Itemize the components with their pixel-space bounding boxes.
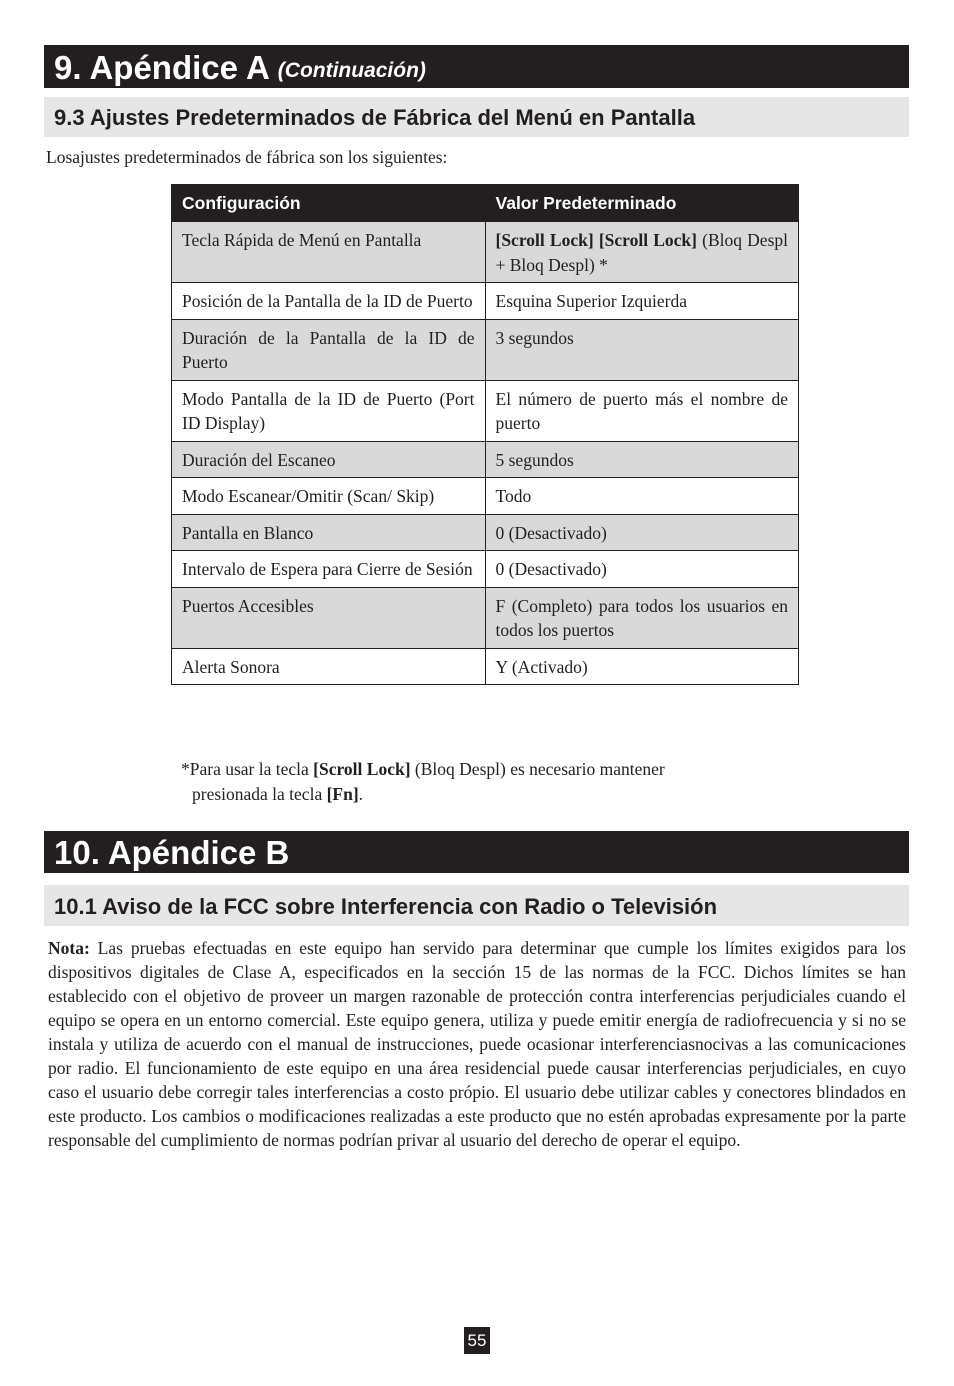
setting-cell: Puertos Accesibles bbox=[172, 587, 486, 648]
section-10-1-heading: 10.1 Aviso de la FCC sobre Interferencia con Radio o Televisión bbox=[44, 885, 909, 926]
value-cell: 0 (Desactivado) bbox=[485, 514, 799, 551]
table-header-value: Valor Predeterminado bbox=[485, 185, 799, 222]
value-bold-text: [Scroll Lock] [Scroll Lock] bbox=[495, 230, 697, 250]
footnote-text: . bbox=[358, 783, 364, 804]
footnote-text: presionada la tecla bbox=[192, 783, 327, 804]
footnote-text: *Para usar la tecla bbox=[181, 759, 314, 779]
value-text: (Bloq Despl + Bloq Despl) * bbox=[495, 230, 788, 275]
value-cell: Todo bbox=[485, 478, 799, 515]
footnote-key-fn: [Fn] bbox=[326, 783, 359, 804]
fcc-note-paragraph bbox=[48, 936, 906, 1152]
value-cell: Y (Activado) bbox=[485, 648, 799, 685]
footnote-line-2 bbox=[181, 782, 789, 807]
factory-defaults-table bbox=[171, 184, 799, 685]
table-row bbox=[172, 283, 799, 320]
footnote-text: (Bloq Despl) es necesario mantener bbox=[410, 759, 665, 779]
table-row bbox=[172, 648, 799, 685]
value-cell: 3 segundos bbox=[485, 319, 799, 380]
footnote-key-scroll-lock: [Scroll Lock] bbox=[313, 759, 411, 779]
value-cell: F (Completo) para todos los usuarios en todos los puertos bbox=[485, 587, 799, 648]
table-row bbox=[172, 319, 799, 380]
appendix-b-title: 10. Apéndice B bbox=[44, 831, 909, 873]
appendix-a-subtitle: (Continuación) bbox=[277, 59, 426, 82]
appendix-a-header bbox=[44, 45, 909, 88]
appendix-a-title: 9. Apéndice A bbox=[54, 49, 270, 86]
table-row bbox=[172, 441, 799, 478]
setting-cell: Modo Pantalla de la ID de Puerto (Port ID Display) bbox=[172, 380, 486, 441]
table-header-row bbox=[172, 185, 799, 222]
note-label: Nota: bbox=[48, 938, 90, 958]
note-text: Las pruebas efectuadas en este equipo han servido para determinar que cumple los límites exigidos para los dispositivos digitales de Clase A, especificados en la sección 15 de las normas de la FCC. Dichos límites se han establecido con el objetivo de proveer un margen razonable de protección contra interferencias perjudiciales cuando el equipo se opera en un entorno comercial. Este equipo genera, utiliza y puede emitir energía de radiofrecuencia y si no se instala y utiliza de acuerdo con el manual de instrucciones, puede ocasionar interferenciasnocivas a las comunicaciones por radio. El funcionamiento de este equipo en una área residencial puede causar interferencias perjudiciales, en cuyo caso el usuario debe corregir tales interferencias a costo própio. El usuario debe utilizar cables y conectores blindados en este producto. Los cambios o modificaciones realizadas a este producto que no estén aprobadas expresamente por la parte responsable del cumplimiento de normas podrían privar al usuario del derecho de operar el equipo. bbox=[48, 938, 906, 1150]
section-9-3-intro: Losajustes predeterminados de fábrica son los siguientes: bbox=[46, 147, 448, 167]
value-cell: Esquina Superior Izquierda bbox=[485, 283, 799, 320]
setting-cell: Tecla Rápida de Menú en Pantalla bbox=[172, 222, 486, 283]
setting-cell: Pantalla en Blanco bbox=[172, 514, 486, 551]
value-cell: 5 segundos bbox=[485, 441, 799, 478]
setting-cell: Duración de la Pantalla de la ID de Puerto bbox=[172, 319, 486, 380]
table-row bbox=[172, 380, 799, 441]
table-row bbox=[172, 551, 799, 588]
table-row bbox=[172, 514, 799, 551]
value-cell: El número de puerto más el nombre de puerto bbox=[485, 380, 799, 441]
table-row bbox=[172, 587, 799, 648]
table-row bbox=[172, 478, 799, 515]
setting-cell: Intervalo de Espera para Cierre de Sesión bbox=[172, 551, 486, 588]
table-row bbox=[172, 222, 799, 283]
setting-cell: Alerta Sonora bbox=[172, 648, 486, 685]
footnote-line-1 bbox=[181, 757, 789, 782]
table-header-setting: Configuración bbox=[172, 185, 486, 222]
setting-cell: Duración del Escaneo bbox=[172, 441, 486, 478]
table-footnote bbox=[181, 757, 789, 806]
value-cell bbox=[485, 222, 799, 283]
setting-cell: Posición de la Pantalla de la ID de Puerto bbox=[172, 283, 486, 320]
value-cell: 0 (Desactivado) bbox=[485, 551, 799, 588]
page-number: 55 bbox=[464, 1327, 490, 1354]
section-9-3-heading: 9.3 Ajustes Predeterminados de Fábrica del Menú en Pantalla bbox=[44, 97, 909, 137]
setting-cell: Modo Escanear/Omitir (Scan/ Skip) bbox=[172, 478, 486, 515]
